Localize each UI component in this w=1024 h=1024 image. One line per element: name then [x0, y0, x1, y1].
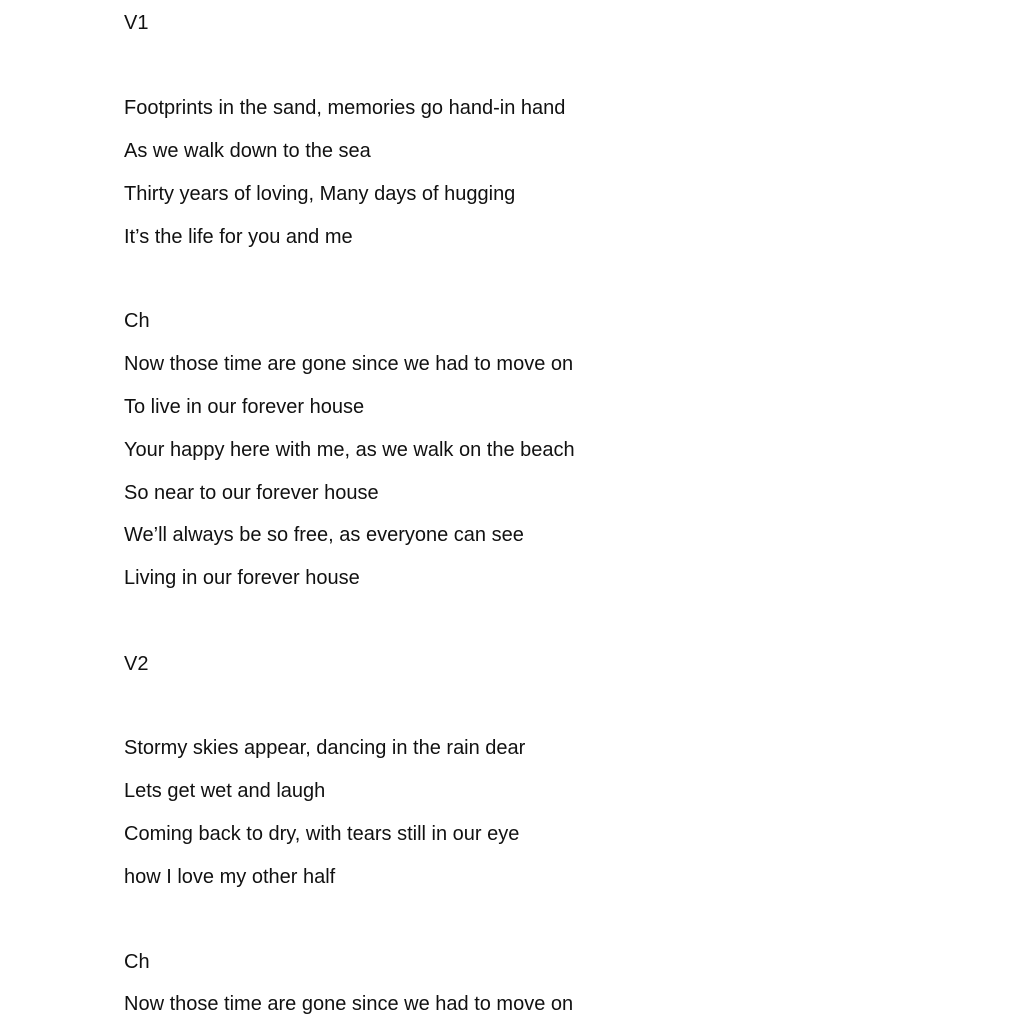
lyric-line: We’ll always be so free, as everyone can see: [124, 524, 524, 546]
section-label-verse-1: V1: [124, 12, 149, 34]
lyric-line: To live in our forever house: [124, 396, 365, 418]
lyric-line: how I love my other half: [124, 866, 336, 888]
lyric-line: As we walk down to the sea: [124, 140, 371, 162]
lyric-line: Now those time are gone since we had to move on: [124, 353, 574, 375]
lyric-line: It’s the life for you and me: [124, 226, 353, 248]
lyric-line: Living in our forever house: [124, 567, 360, 589]
lyric-line: Now those time are gone since we had to move on: [124, 993, 574, 1015]
lyric-line: Your happy here with me, as we walk on the beach: [124, 439, 575, 461]
lyric-line: Coming back to dry, with tears still in our eye: [124, 823, 520, 845]
lyric-line: So near to our forever house: [124, 482, 379, 504]
lyric-line: Lets get wet and laugh: [124, 780, 326, 802]
lyric-line: Stormy skies appear, dancing in the rain dear: [124, 737, 526, 759]
section-label-verse-2: V2: [124, 653, 149, 675]
lyric-line: Footprints in the sand, memories go hand-in hand: [124, 97, 566, 119]
section-label-chorus-1: Ch: [124, 310, 150, 332]
lyric-line: Thirty years of loving, Many days of hugging: [124, 183, 516, 205]
section-label-chorus-2: Ch: [124, 951, 150, 973]
